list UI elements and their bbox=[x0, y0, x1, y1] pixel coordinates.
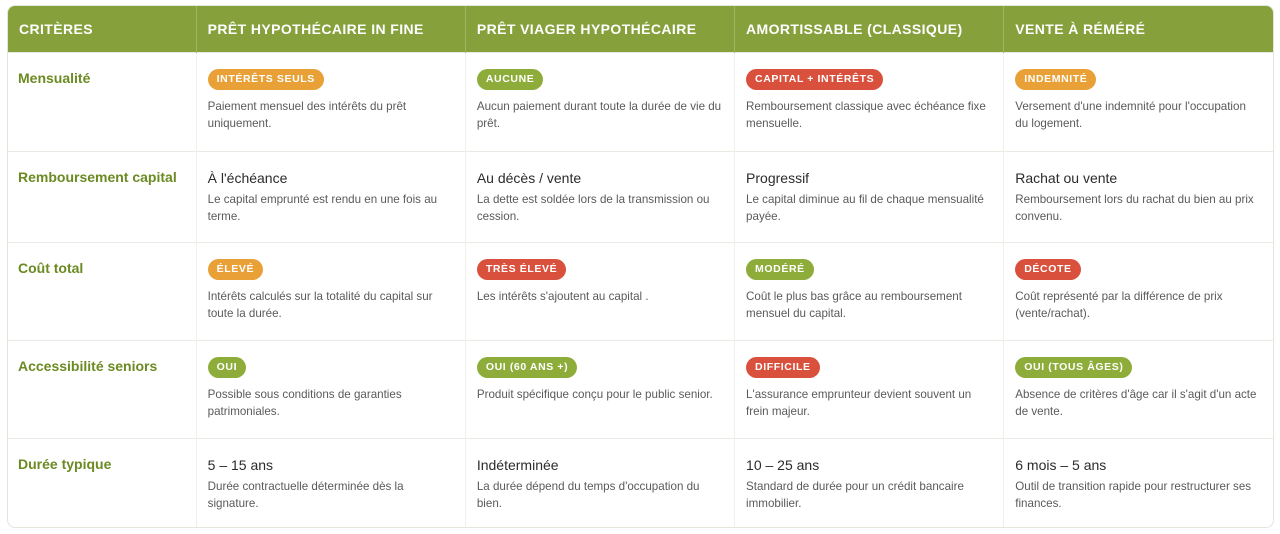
table-cell bbox=[465, 242, 734, 340]
cell-value: 5 – 15 ans bbox=[207, 456, 274, 473]
cell-value: 6 mois – 5 ans bbox=[1015, 456, 1107, 473]
table-cell bbox=[735, 242, 1004, 340]
table-cell bbox=[735, 151, 1004, 242]
header-remere: VENTE À RÉMÉRÉ bbox=[1015, 20, 1146, 37]
row-criterion: Mensualité bbox=[8, 52, 196, 151]
cell-description: Remboursement classique avec échéance fixe mensuelle. bbox=[746, 99, 986, 130]
status-badge: INTÉRÊTS SEULS bbox=[208, 69, 324, 90]
cell-value: 10 – 25 ans bbox=[746, 456, 820, 473]
cell-description: Produit spécifique conçu pour le public senior. bbox=[476, 387, 713, 401]
status-badge: DIFFICILE bbox=[746, 357, 820, 378]
header-criteria: CRITÈRES bbox=[8, 6, 196, 52]
status-badge: CAPITAL + INTÉRÊTS bbox=[746, 69, 883, 90]
table-row bbox=[8, 242, 1273, 340]
cell-description: Absence de critères d'âge car il s'agit d'un acte de vente. bbox=[1015, 387, 1257, 418]
table-cell bbox=[735, 438, 1004, 528]
cell-description: Remboursement lors du rachat du bien au prix convenu. bbox=[1015, 192, 1254, 223]
cell-description: Les intérêts s'ajoutent au capital . bbox=[476, 289, 649, 303]
table-cell bbox=[196, 52, 465, 151]
status-badge: DÉCOTE bbox=[1015, 259, 1080, 280]
row-criterion: Durée typique bbox=[8, 438, 196, 528]
cell-description: Standard de durée pour un crédit bancaire immobilier. bbox=[746, 479, 964, 510]
table-cell bbox=[196, 151, 465, 242]
status-badge: OUI (TOUS ÂGES) bbox=[1015, 357, 1132, 378]
status-badge: TRÈS ÉLEVÉ bbox=[477, 259, 566, 280]
comparison-table-card bbox=[7, 5, 1274, 528]
header-amortissable: AMORTISSABLE (CLASSIQUE) bbox=[735, 6, 1004, 52]
cell-description: Durée contractuelle déterminée dès la signature. bbox=[207, 479, 404, 510]
table-cell bbox=[465, 340, 734, 438]
cell-description: La durée dépend du temps d'occupation du bien. bbox=[476, 479, 700, 510]
table-cell bbox=[465, 52, 734, 151]
table-cell bbox=[1004, 52, 1273, 151]
status-badge: OUI bbox=[208, 357, 246, 378]
table-cell bbox=[196, 242, 465, 340]
header-viager: PRÊT VIAGER HYPOTHÉCAIRE bbox=[465, 6, 734, 52]
status-badge: AUCUNE bbox=[477, 69, 544, 90]
cell-description: Outil de transition rapide pour restructurer ses finances. bbox=[1015, 479, 1252, 510]
status-badge: MODÉRÉ bbox=[746, 259, 814, 280]
row-criterion: Accessibilité seniors bbox=[8, 340, 196, 438]
table-cell bbox=[196, 340, 465, 438]
header-row bbox=[8, 6, 1273, 52]
row-criterion: Coût total bbox=[8, 242, 196, 340]
table-cell bbox=[1004, 242, 1273, 340]
status-badge: ÉLEVÉ bbox=[208, 259, 263, 280]
status-badge: OUI (60 ANS +) bbox=[477, 357, 577, 378]
cell-description: Versement d'une indemnité pour l'occupation du logement. bbox=[1015, 99, 1246, 130]
cell-description: L'assurance emprunteur devient souvent un frein majeur. bbox=[746, 387, 972, 418]
cell-value: Progressif bbox=[746, 169, 810, 186]
cell-description: Intérêts calculés sur la totalité du capital sur toute la durée. bbox=[207, 289, 433, 320]
table-row bbox=[8, 52, 1273, 151]
cell-description: La dette est soldée lors de la transmission ou cession. bbox=[476, 192, 710, 223]
cell-description: Aucun paiement durant toute la durée de vie du prêt. bbox=[476, 99, 722, 130]
table-cell bbox=[465, 438, 734, 528]
cell-value: Au décès / vente bbox=[476, 169, 582, 186]
cell-value: Indéterminée bbox=[476, 456, 559, 473]
table-cell bbox=[1004, 438, 1273, 528]
cell-value: Rachat ou vente bbox=[1015, 169, 1118, 186]
cell-description: Le capital emprunté est rendu en une fois au terme. bbox=[207, 192, 438, 223]
cell-description: Paiement mensuel des intérêts du prêt uniquement. bbox=[207, 99, 407, 130]
table-cell bbox=[735, 340, 1004, 438]
cell-description: Possible sous conditions de garanties patrimoniales. bbox=[207, 387, 402, 418]
table-row bbox=[8, 340, 1273, 438]
cell-description: Le capital diminue au fil de chaque mensualité payée. bbox=[746, 192, 984, 223]
status-badge: INDEMNITÉ bbox=[1015, 69, 1096, 90]
table-cell bbox=[196, 438, 465, 528]
cell-description: Coût le plus bas grâce au remboursement mensuel du capital. bbox=[746, 289, 962, 320]
table-cell bbox=[465, 151, 734, 242]
cell-description: Coût représenté par la différence de prix (vente/rachat). bbox=[1015, 289, 1223, 320]
table-cell bbox=[735, 52, 1004, 151]
cell-value: À l'échéance bbox=[207, 169, 288, 186]
table-row bbox=[8, 438, 1273, 528]
row-criterion: Remboursement capital bbox=[8, 151, 196, 242]
comparison-table bbox=[8, 6, 1273, 528]
table-cell bbox=[1004, 151, 1273, 242]
header-in-fine: PRÊT HYPOTHÉCAIRE IN FINE bbox=[196, 6, 465, 52]
table-cell bbox=[1004, 340, 1273, 438]
table-row bbox=[8, 151, 1273, 242]
